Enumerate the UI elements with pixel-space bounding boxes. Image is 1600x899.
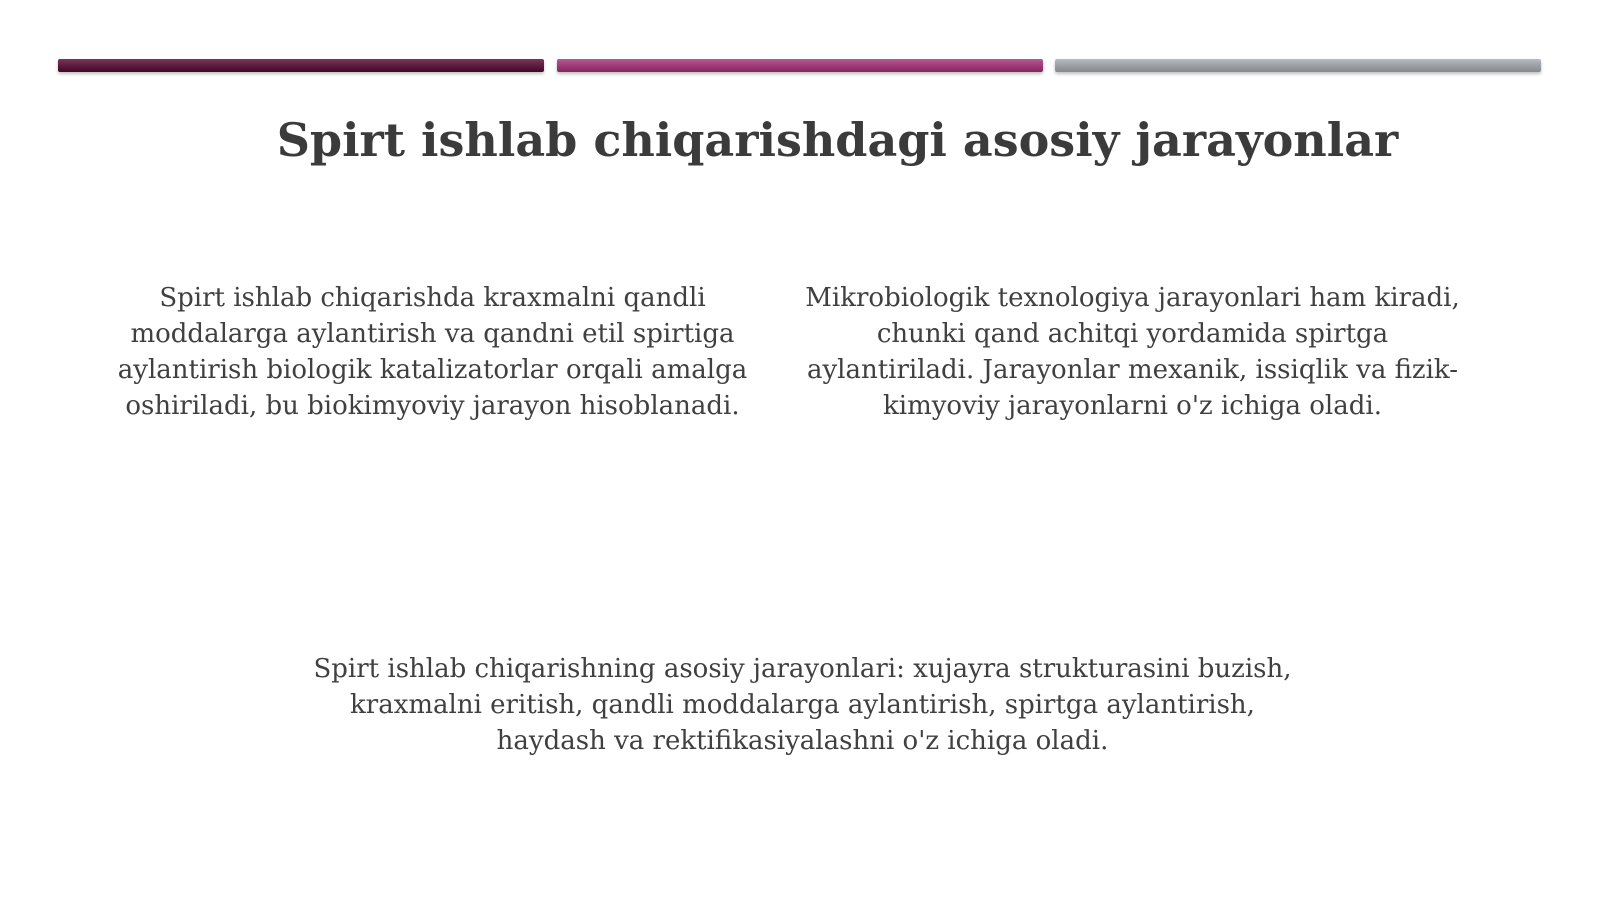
accent-bar-gray — [1055, 59, 1541, 72]
accent-bar-magenta — [557, 59, 1043, 72]
slide-title: Spirt ishlab chiqarishdagi asosiy jarayonlar — [276, 113, 1399, 167]
left-paragraph: Spirt ishlab chiqarishda kraxmalni qandli moddalarga aylantirish va qandni etil spirtiga aylantirish biologik katalizatorlar orqali amalga oshiriladi, bu biokimyoviy jarayon hisoblanadi. — [117, 283, 748, 421]
right-paragraph: Mikrobiologik texnologiya jarayonlari ham kiradi, chunki qand achitqi yordamida spirtga aylantiriladi. Jarayonlar mexanik, issiqlik va fizik-kimyoviy jarayonlarni o'z ichiga oladi. — [805, 283, 1460, 421]
bottom-paragraph: Spirt ishlab chiqarishning asosiy jarayonlari: xujayra strukturasini buzish, kraxmalni eritish, qandli moddalarga aylantirish, spirtga aylantirish, haydash va rektifikasiyalashni o'z ichiga oladi. — [313, 654, 1292, 756]
accent-bar-dark-plum — [58, 59, 544, 72]
